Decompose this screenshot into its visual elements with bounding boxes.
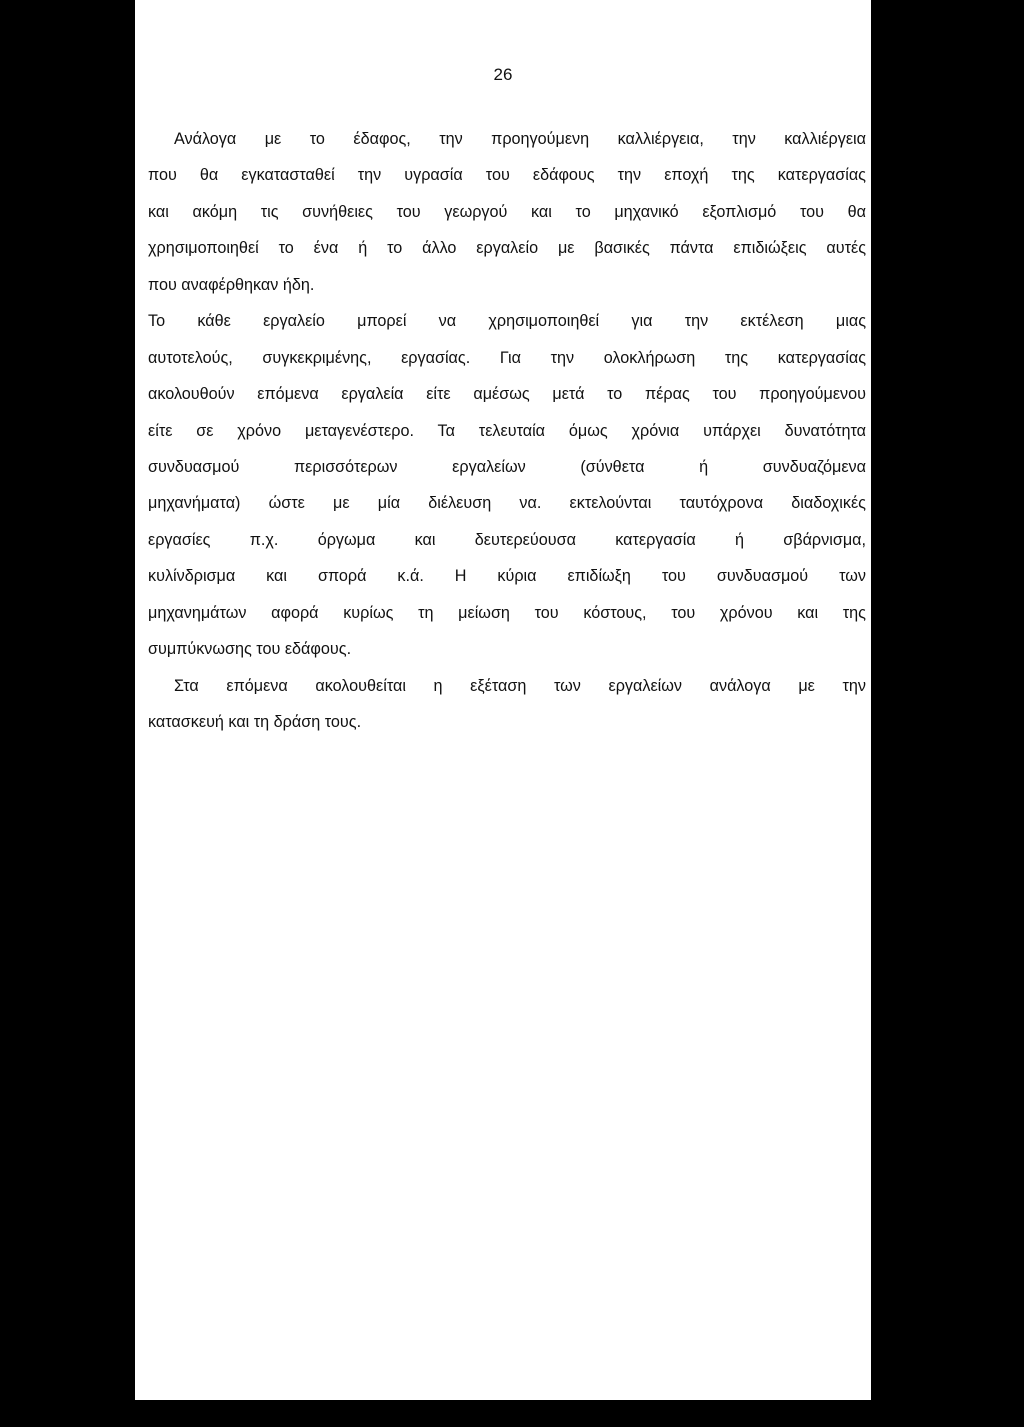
text-line: μηχανημάτων αφορά κυρίως τη μείωση του κόστους, του χρόνου και της (148, 603, 866, 622)
text-line: Το κάθε εργαλείο μπορεί να χρησιμοποιηθεί για την εκτέλεση μιας (148, 312, 866, 331)
text-line: εργασίες π.χ. όργωμα και δευτερεύουσα κατεργασία ή σβάρνισμα, (148, 530, 866, 549)
text-line: ακολουθούν επόμενα εργαλεία είτε αμέσως μετά το πέρας του προηγούμενου (148, 385, 866, 404)
document-page (135, 0, 871, 1400)
page-number: 26 (493, 65, 513, 84)
text-line: συμπύκνωσης του εδάφους. (148, 640, 352, 659)
text-line: κυλίνδρισμα και σπορά κ.ά. Η κύρια επιδίωξη του συνδυασμού των (148, 567, 866, 586)
text-line: αυτοτελούς, συγκεκριμένης, εργασίας. Για την ολοκλήρωση της κατεργασίας (148, 348, 866, 367)
text-line: και ακόμη τις συνήθειες του γεωργού και το μηχανικό εξοπλισμό του θα (148, 202, 866, 221)
text-line: Στα επόμενα ακολουθείται η εξέταση των εργαλείων ανάλογα με την (174, 676, 866, 695)
text-line: που θα εγκατασταθεί την υγρασία του εδάφους την εποχή της κατεργασίας (148, 166, 866, 185)
text-line: που αναφέρθηκαν ήδη. (148, 275, 315, 294)
body-text (148, 121, 866, 740)
text-line: Ανάλογα με το έδαφος, την προηγούμενη καλλιέργεια, την καλλιέργεια (174, 130, 866, 148)
text-line: συνδυασμού περισσότερων εργαλείων (σύνθετα ή συνδυαζόμενα (148, 457, 866, 476)
text-line: είτε σε χρόνο μεταγενέστερο. Τα τελευταία όμως χρόνια υπάρχει δυνατότητα (148, 421, 866, 440)
text-line: χρησιμοποιηθεί το ένα ή το άλλο εργαλείο με βασικές πάντα επιδιώξεις αυτές (148, 239, 866, 258)
text-line: μηχανήματα) ώστε με μία διέλευση να. εκτελούνται ταυτόχρονα διαδοχικές (148, 494, 866, 513)
text-line: κατασκευή και τη δράση τους. (148, 713, 362, 731)
